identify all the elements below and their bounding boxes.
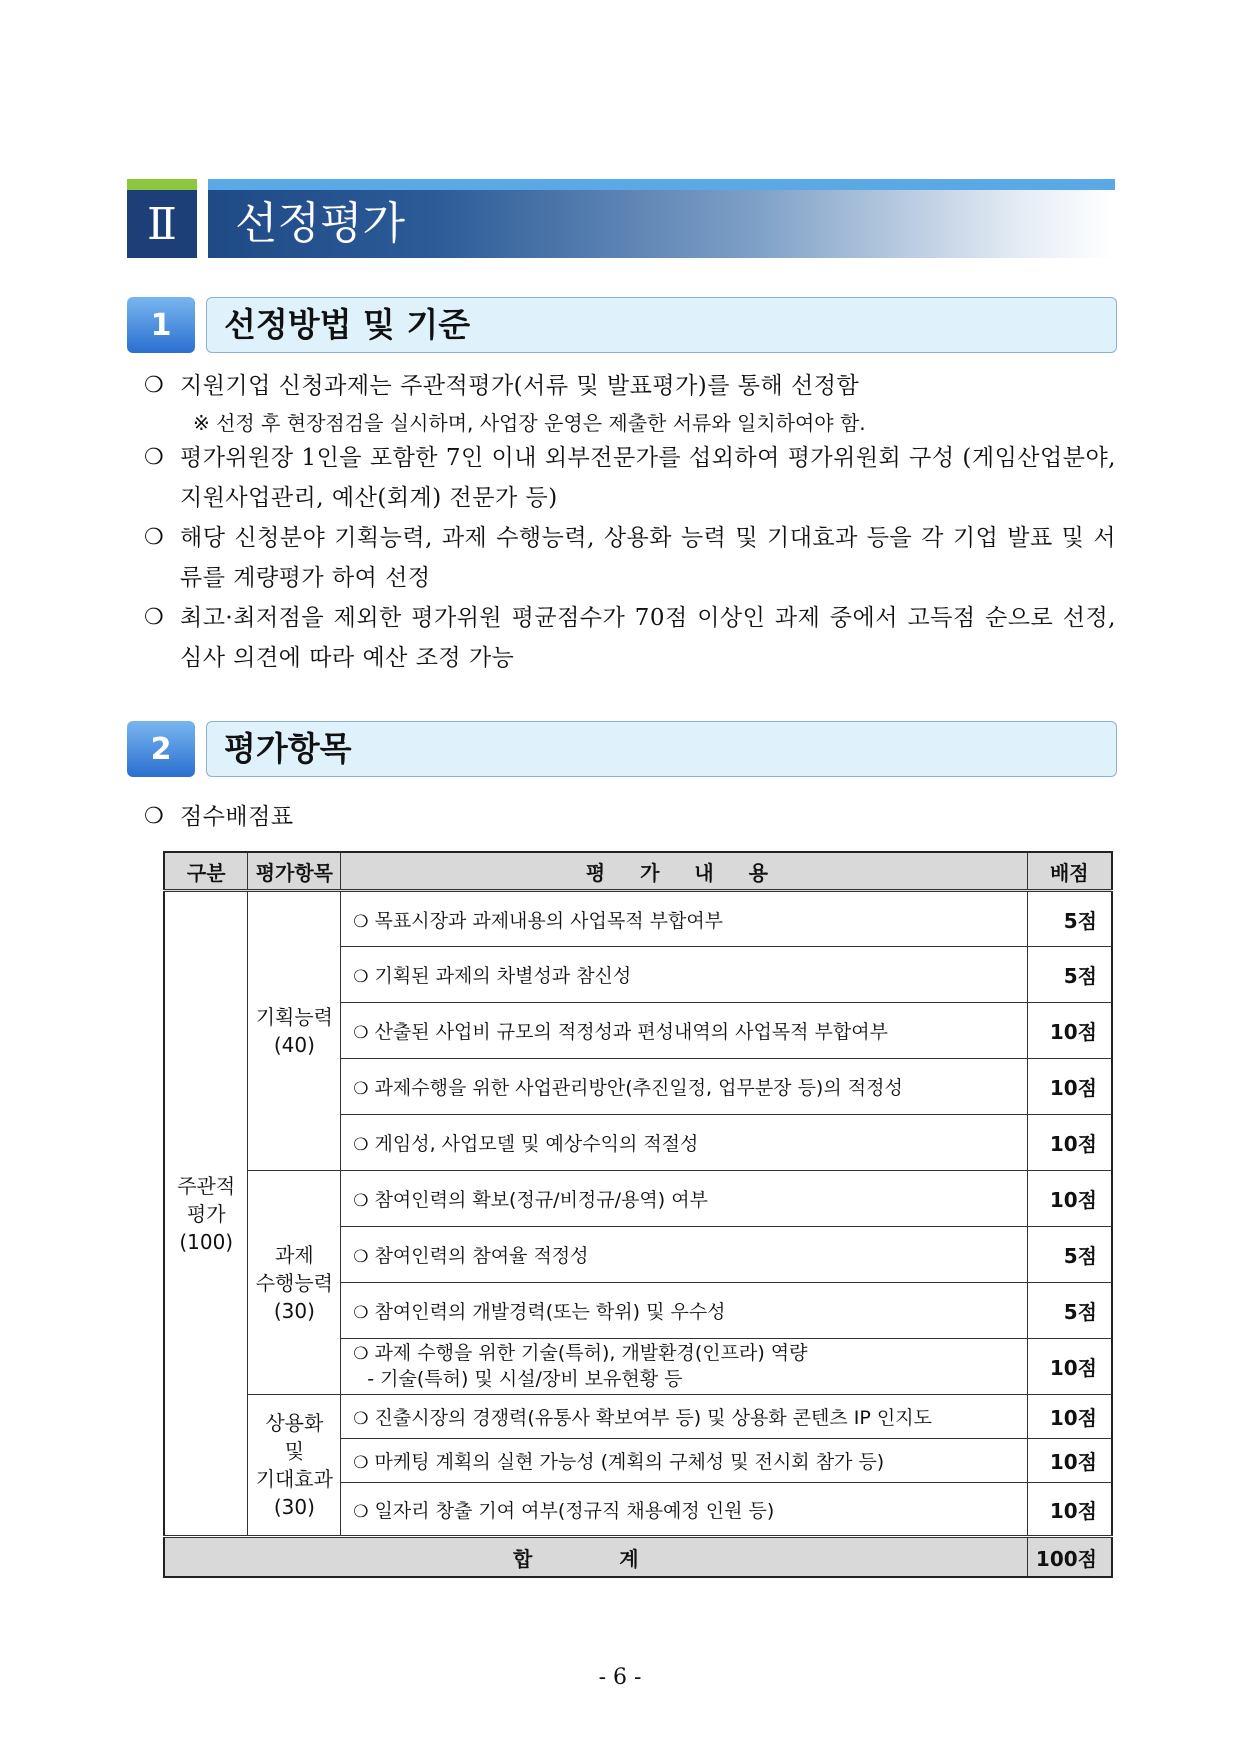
row-score: 10점 [1027,1059,1112,1115]
group-planning-cell: 기획능력 (40) [248,891,341,1171]
row-content: ❍ 진출시장의 경쟁력(유통사 확보여부 등) 및 상용화 콘텐츠 IP 인지도 [341,1395,1027,1439]
circle-bullet-icon: ❍ [353,1135,369,1155]
circle-bullet-icon: ❍ [353,1501,369,1522]
row-content: ❍ 참여인력의 개발경력(또는 학위) 및 우수성 [341,1283,1027,1339]
header-category: 구분 [164,852,248,891]
section-1-item-1 [144,366,1116,406]
table-total-row [164,1537,1112,1578]
section-2-title: 평가항목 [224,729,352,768]
bullet-icon: ❍ [144,373,165,398]
row-score: 5점 [1027,1227,1112,1283]
row-score: 10점 [1027,1339,1112,1395]
total-label: 합 계 [164,1537,1027,1578]
row-content: ❍ 목표시장과 과제내용의 사업목적 부합여부 [341,891,1027,947]
circle-bullet-icon: ❍ [353,967,369,987]
table-row [164,891,1112,947]
row-score: 10점 [1027,1483,1112,1537]
row-content: ❍ 마케팅 계획의 실현 가능성 (계획의 구체성 및 전시회 참가 등) [341,1439,1027,1483]
bullet-icon: ❍ [144,445,165,470]
row-score: 5점 [1027,1283,1112,1339]
section-1-item-3 [144,518,1116,598]
row-content: ❍ 참여인력의 확보(정규/비정규/용역) 여부 [341,1171,1027,1227]
section-1-item-4 [144,598,1116,678]
header-item: 평가항목 [248,852,341,891]
circle-bullet-icon: ❍ [353,1191,369,1211]
circle-bullet-icon: ❍ [353,1079,369,1099]
row-subcontent: - 기술(특허) 및 시설/장비 보유현황 등 [367,1368,683,1390]
row-content: ❍ 기획된 과제의 차별성과 참신성 [341,947,1027,1003]
bullet-icon: ❍ [144,605,165,630]
header-content: 평 가 내 용 [341,852,1027,891]
row-content: ❍ 과제 수행을 위한 기술(특허), 개발환경(인프라) 역량 - 기술(특허) 및 시설/장비 보유현황 등 [341,1339,1027,1395]
item-text: 점수배점표 [180,804,294,830]
section-1-title: 선정방법 및 기준 [224,305,471,344]
row-score: 10점 [1027,1115,1112,1171]
chapter-accent-green [127,179,197,190]
section-1-number: 1 [127,297,195,353]
row-content: ❍ 게임성, 사업모델 및 예상수익의 적절성 [341,1115,1027,1171]
circle-bullet-icon: ❍ [353,1023,369,1043]
item-text: 해당 신청분야 기획능력, 과제 수행능력, 상용화 능력 및 기대효과 등을 각 기업 발표 및 서류를 계량평가 하여 선정 [180,525,1116,591]
row-content: ❍ 일자리 창출 기여 여부(정규직 채용예정 인원 등) [341,1483,1027,1537]
group-commercial-cell: 상용화 및 기대효과 (30) [248,1395,341,1537]
row-score: 10점 [1027,1439,1112,1483]
header-score: 배점 [1027,852,1112,891]
item-text: 평가위원장 1인을 포함한 7인 이내 외부전문가를 섭외하여 평가위원회 구성 (게임산업분야, 지원사업관리, 예산(회계) 전문가 등) [180,445,1116,511]
section-1-note: ※ 선정 후 현장점검을 실시하며, 사업장 운영은 제출한 서류와 일치하여야 함. [193,411,866,435]
table-header-row [164,852,1112,891]
total-score: 100점 [1027,1537,1112,1578]
circle-bullet-icon: ❍ [353,1303,369,1323]
row-score: 10점 [1027,1171,1112,1227]
row-content: ❍ 참여인력의 참여율 적정성 [341,1227,1027,1283]
table-row [164,1171,1112,1227]
circle-bullet-icon: ❍ [353,1344,369,1364]
row-score: 10점 [1027,1395,1112,1439]
row-score: 5점 [1027,947,1112,1003]
group-execution-cell: 과제 수행능력 (30) [248,1171,341,1395]
circle-bullet-icon: ❍ [353,1409,369,1429]
section-2-item-1 [144,797,1116,837]
circle-bullet-icon: ❍ [353,1453,369,1473]
row-content: ❍ 산출된 사업비 규모의 적정성과 편성내역의 사업목적 부합여부 [341,1003,1027,1059]
score-table [163,851,1113,1578]
bullet-icon: ❍ [144,525,165,550]
section-1-item-2 [144,438,1116,518]
section-2-number: 2 [127,721,195,777]
chapter-accent-blue [208,179,1115,190]
row-score: 5점 [1027,891,1112,947]
table-row [164,1395,1112,1439]
chapter-title: 선정평가 [235,198,406,249]
page-number: - 6 - [598,1665,642,1690]
bullet-icon: ❍ [144,804,165,829]
item-text: 최고·최저점을 제외한 평가위원 평균점수가 70점 이상인 과제 중에서 고득점 순으로 선정, 심사 의견에 따라 예산 조정 가능 [180,605,1116,671]
circle-bullet-icon: ❍ [353,1247,369,1267]
row-content: ❍ 과제수행을 위한 사업관리방안(추진일정, 업무분장 등)의 적정성 [341,1059,1027,1115]
item-text: 지원기업 신청과제는 주관적평가(서류 및 발표평가)를 통해 선정함 [180,373,860,399]
circle-bullet-icon: ❍ [353,911,369,932]
chapter-number: Ⅱ [127,190,197,258]
main-category-cell: 주관적 평가 (100) [164,891,248,1537]
row-score: 10점 [1027,1003,1112,1059]
